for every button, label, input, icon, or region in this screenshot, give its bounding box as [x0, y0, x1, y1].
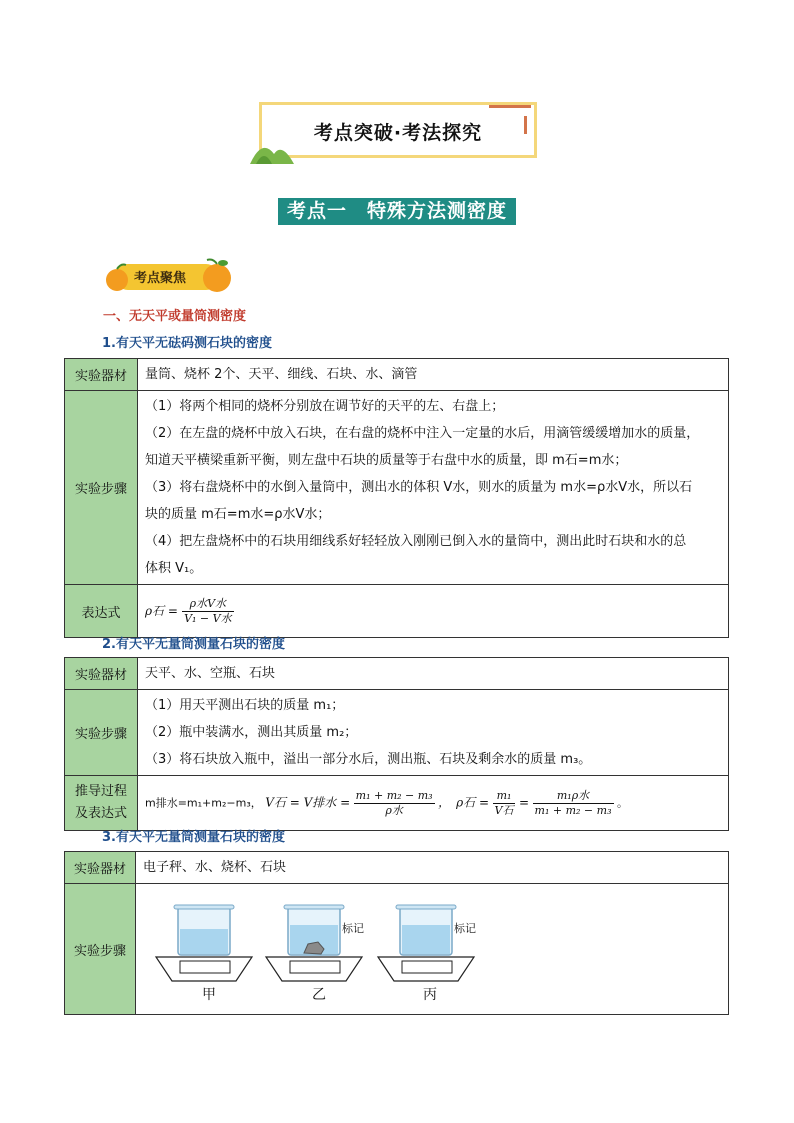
fraction-numerator: m₁	[493, 789, 516, 804]
formula-part: =	[518, 795, 530, 809]
steps-label: 实验步骤	[65, 884, 136, 1015]
steps-content	[138, 690, 729, 776]
section-title: 考点一 特殊方法测密度	[278, 198, 516, 225]
fraction-denominator: m₁ + m₂ − m₃	[534, 803, 612, 817]
materials-content: 电子秤、水、烧杯、石块	[136, 852, 729, 884]
table-row	[65, 391, 729, 585]
heading-method-2: 2.有天平无量筒测量石块的密度	[102, 637, 285, 652]
formula-part: V石 = V排水 =	[265, 795, 351, 809]
steps-label: 实验步骤	[65, 391, 138, 585]
step-line: （2）在左盘的烧杯中放入石块，在右盘的烧杯中注入一定量的水后，用滴管缓缓增加水的质量，	[145, 426, 700, 441]
materials-content: 天平、水、空瓶、石块	[138, 658, 729, 690]
header-banner	[259, 102, 537, 158]
expression-content	[138, 585, 729, 638]
table-row	[65, 776, 729, 831]
formula-fraction	[493, 789, 516, 818]
materials-label: 实验器材	[65, 852, 136, 884]
formula-fraction	[182, 597, 234, 626]
fraction-numerator: m₁ + m₂ − m₃	[355, 788, 433, 802]
formula-part: m排水=m₁+m₂−m₃，	[145, 796, 262, 809]
table-row	[65, 585, 729, 638]
fraction-numerator: m₁ρ水	[533, 789, 614, 804]
fraction-numerator: ρ水V水	[182, 597, 234, 612]
materials-label: 实验器材	[65, 359, 138, 391]
experiment-table-2	[64, 657, 729, 831]
step-line: （1）用天平测出石块的质量 m₁；	[145, 698, 345, 713]
materials-label: 实验器材	[65, 658, 138, 690]
formula-fraction	[533, 789, 614, 818]
formula-part: ， ρ石 =	[438, 795, 490, 809]
experiment-table-3	[64, 851, 729, 1015]
focus-label: 考点聚焦	[134, 271, 187, 286]
table-row	[65, 359, 729, 391]
table-row	[65, 884, 729, 1015]
figure-label-bing: 丙	[423, 987, 437, 1003]
heading-category: 一、无天平或量筒测密度	[103, 309, 247, 324]
mark-label-bing: 标记	[454, 922, 476, 935]
figure-label-yi: 乙	[312, 987, 326, 1003]
step-line: （3）将石块放入瓶中，溢出一部分水后，测出瓶、石块及剩余水的质量 m₃。	[145, 752, 592, 767]
fraction-denominator: V石	[494, 803, 514, 817]
hills-icon	[248, 136, 298, 166]
derivation-label-line: 推导过程	[74, 784, 127, 799]
banner-accent-bar-vertical	[524, 116, 527, 134]
mark-label-yi: 标记	[342, 922, 364, 935]
table-row	[65, 690, 729, 776]
step-line: 知道天平横梁重新平衡，则左盘中石块的质量等于右盘中水的质量，即 m石=m水；	[145, 453, 628, 468]
step-line: （2）瓶中装满水，测出其质量 m₂；	[145, 725, 358, 740]
materials-content: 量筒、烧杯 2个、天平、细线、石块、水、滴管	[138, 359, 729, 391]
step-line: （3）将右盘烧杯中的水倒入量筒中，测出水的体积 V水，则水的质量为 m水=ρ水V水，所以石	[145, 480, 693, 495]
table-row	[65, 658, 729, 690]
steps-label: 实验步骤	[65, 690, 138, 776]
fraction-denominator: V₁ − V水	[184, 611, 232, 625]
setup-jia	[156, 905, 252, 981]
table-row	[65, 852, 729, 884]
figure-label-jia: 甲	[202, 987, 216, 1003]
formula-fraction	[354, 789, 435, 818]
banner-title: 考点突破·考法探究	[313, 122, 483, 144]
steps-content	[138, 391, 729, 585]
fraction-denominator: ρ水	[385, 803, 403, 817]
derivation-label-line: 及表达式	[74, 806, 127, 821]
step-line: 体积 V₁。	[145, 561, 203, 576]
formula-part: 。	[617, 796, 628, 809]
step-line: 块的质量 m石=m水=ρ水V水；	[145, 507, 331, 522]
derivation-content	[138, 776, 729, 831]
formula-lhs: ρ石 =	[145, 603, 178, 618]
steps-figure-cell	[136, 884, 729, 1015]
banner-accent-bar	[489, 105, 531, 108]
derivation-label	[65, 776, 138, 831]
step-line: （1）将两个相同的烧杯分别放在调节好的天平的左、右盘上；	[145, 399, 505, 414]
heading-method-1: 1.有天平无砝码测石块的密度	[102, 336, 272, 351]
experiment-table-1	[64, 358, 729, 638]
expression-label: 表达式	[65, 585, 138, 638]
heading-method-3: 3.有天平无量筒测量石块的密度	[102, 830, 285, 845]
step-line: （4）把左盘烧杯中的石块用细线系好轻轻放入刚刚已倒入水的量筒中，测出此时石块和水的总	[145, 534, 687, 549]
